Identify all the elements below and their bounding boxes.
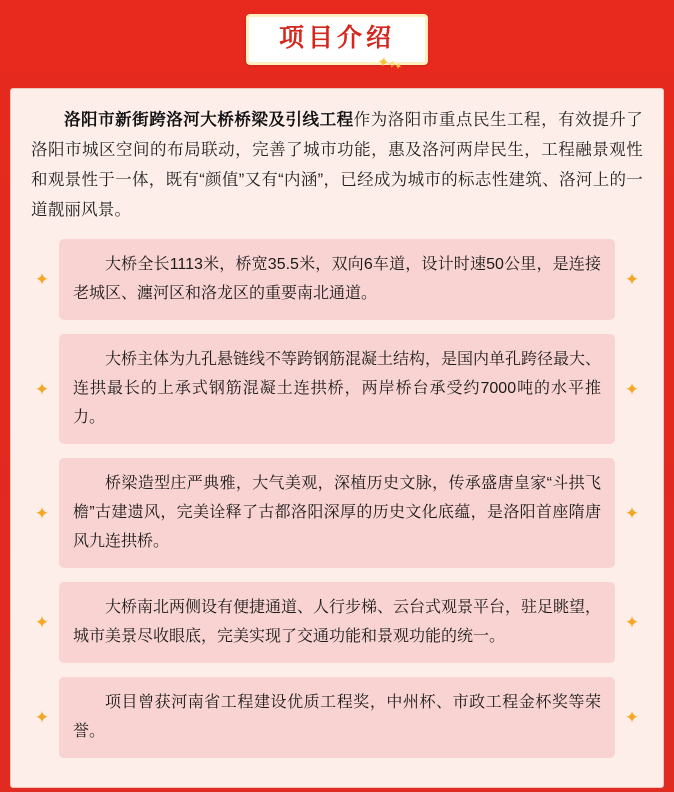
title-banner	[0, 0, 674, 86]
list-item	[25, 458, 649, 568]
star-icon: ✦	[624, 708, 640, 727]
content-card	[10, 88, 664, 788]
list-item	[25, 239, 649, 320]
bullet-text: 大桥南北两侧设有便捷通道、人行步梯、云台式观景平台，驻足眺望，城市美景尽收眼底，完美实现了交通功能和景观功能的统一。	[59, 582, 615, 663]
list-item	[25, 677, 649, 758]
page-title: 项目介绍	[278, 24, 396, 52]
star-icon: ✦	[624, 503, 640, 523]
star-icon: ✦	[34, 708, 50, 727]
star-icon: ✦	[624, 270, 640, 289]
bullet-text: 大桥主体为九孔悬链线不等跨钢筋混凝土结构，是国内单孔跨径最大、连拱最长的上承式钢筋混凝土连拱桥，两岸桥台承受约7000吨的水平推力。	[59, 334, 615, 444]
list-item	[25, 334, 649, 444]
star-icon: ✦	[624, 613, 640, 632]
intro-rest: 作为洛阳市重点民生工程，有效提升了洛阳市城区空间的布局联动，完善了城市功能，惠及洛河两岸民生，工程融景观性和观景性于一体，既有“颜值”又有“内涵”，已经成为城市的标志性建筑、洛河上的一道靓丽风景。	[31, 111, 643, 219]
bullet-text: 桥梁造型庄严典雅，大气美观，深植历史文脉，传承盛唐皇家“斗拱飞檐”古建遗风，完美诠释了古都洛阳深厚的历史文化底蕴，是洛阳首座隋唐风九连拱桥。	[59, 458, 615, 568]
sparkle-icon: ✦✧✦	[375, 53, 401, 72]
list-item	[25, 582, 649, 663]
star-icon: ✦	[34, 270, 50, 289]
star-icon: ✦	[34, 379, 50, 399]
star-icon: ✦	[34, 503, 50, 523]
bullet-text: 项目曾获河南省工程建设优质工程奖，中州杯、市政工程金杯奖等荣誉。	[59, 677, 615, 758]
intro-paragraph	[31, 105, 643, 225]
intro-lead: 洛阳市新街跨洛河大桥桥梁及引线工程	[64, 111, 354, 129]
bullet-text: 大桥全长1113米，桥宽35.5米，双向6车道，设计时速50公里，是连接老城区、瀍河区和洛龙区的重要南北通道。	[59, 239, 615, 320]
star-icon: ✦	[624, 379, 640, 399]
star-icon: ✦	[34, 613, 50, 632]
